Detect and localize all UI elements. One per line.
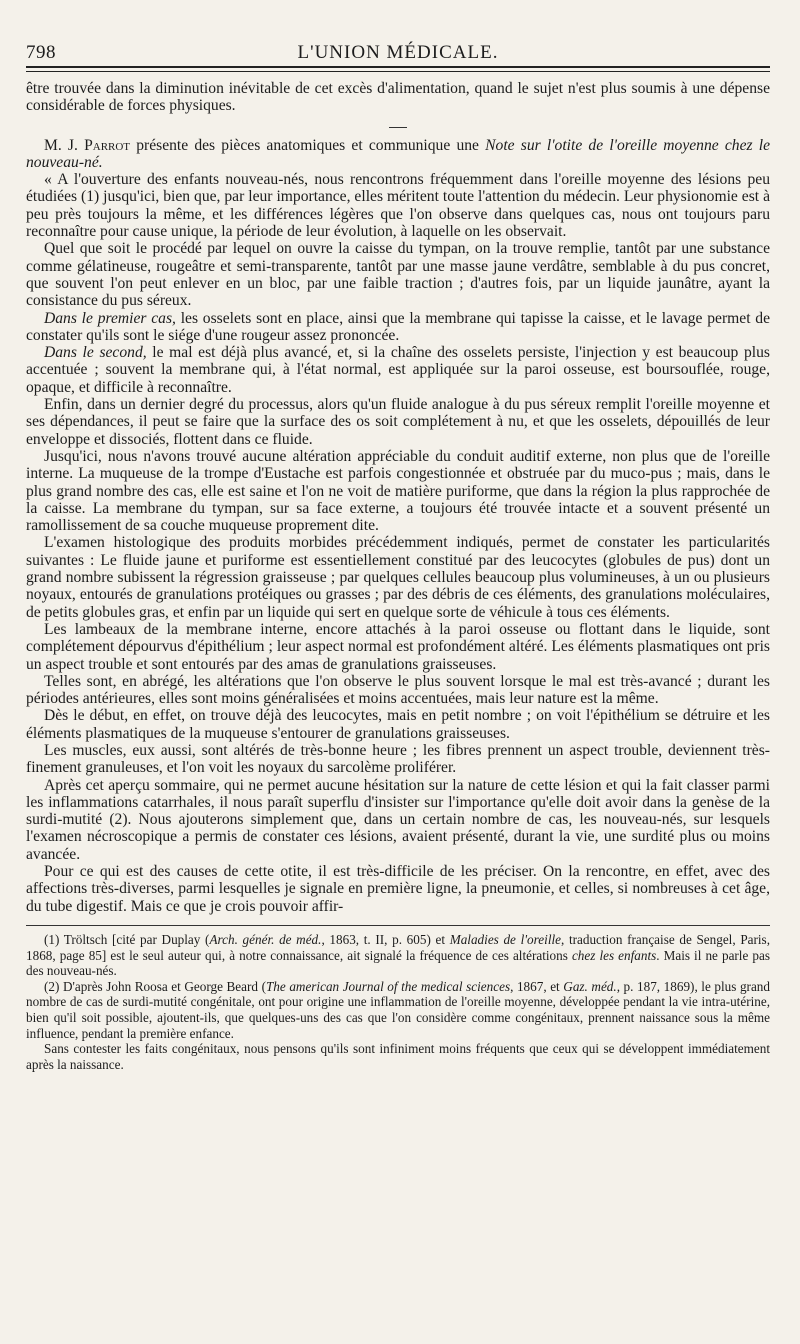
citation-title: Gaz. méd. (563, 978, 617, 994)
note-title: Note sur l'otite de l'oreille moyenne chez le nouveau-né. (26, 136, 771, 171)
citation-title: Arch. génér. de méd. (209, 931, 322, 947)
paragraph: Telles sont, en abrégé, les altérations que l'on observe le plus souvent lorsque le mal est très-avancé ; durant les périodes antérieures, elles sont moins généralisées et moins accentuées, mais leur nature est la même. (26, 672, 770, 708)
paragraph: L'examen histologique des produits morbides précédemment indiqués, permet de constater les particularités suivantes : Le fluide jaune et puriforme est essentiellement constitué par des leucocytes (globules de pus) dont un grand nombre subissent la régression graisseuse ; par quelques cellules beaucoup plus volumineuses, à un ou plusieurs noyaux, entourés de granulations protéiques ou grasses ; par des débris de ces éléments, des granulations moléculaires, de petits globules gras, et enfin par un liquide qui sert en quelque sorte de véhicule à tous ces éléments. (26, 534, 770, 621)
header-rule (26, 71, 770, 72)
paragraph (26, 310, 770, 345)
italic-lead: Dans le premier cas, (44, 309, 176, 327)
paragraph: Pour ce qui est des causes de cette otite, il est très-difficile de les préciser. On la rencontre, en effet, avec des affections très-diverses, parmi lesquelles je signale en première ligne, la pneumonie, et celles, si nombreuses à cet âge, du tube digestif. Mais ce que je crois pouvoir affir- (26, 863, 770, 915)
article-body (26, 80, 770, 915)
footnote-2-continuation: Sans contester les faits congénitaux, nous pensons qu'ils sont infiniment moins fréquents que ceux qui se développent immédiatement après la naissance. (26, 1041, 770, 1072)
citation-title: Maladies de l'oreille (449, 931, 561, 947)
page (26, 38, 770, 1072)
paragraph: Jusqu'ici, nous n'avons trouvé aucune altération appréciable du conduit auditif externe, non plus que de l'oreille interne. La muqueuse de la trompe d'Eustache est parfois congestionnée et obstruée par du muco-pus ; mais, dans le plus grand nombre des cas, elle est saine et l'on ne voit de matière puriforme, que dans la région la plus rapprochée de la caisse. La membrane du tympan, sur sa face externe, a toujours été trouvée intacte et a souvent présenté un ramollissement de sa couche muqueuse proprement dite. (26, 447, 770, 535)
text-run: (1) Tröltsch [cité par Duplay ( (44, 931, 210, 947)
text-run: , 1867, et (510, 978, 564, 994)
author-name: Parrot (84, 136, 131, 154)
text-run: , traduction française de Sengel, Paris, 1868, page 85] est le seul auteur qui, à notre connaissance, ait signalé la fréquence de ces altérations (26, 931, 770, 963)
citation-title: The american Journal of the medical sciences (265, 978, 511, 994)
page-header (26, 38, 770, 68)
paragraph-intro (26, 137, 770, 172)
text-run: , 1863, t. II, p. 605) et (321, 931, 450, 947)
text-run: , p. 187, 1869), le plus grand nombre de cas de surdi-mutité congénitale, ont pour origine une inflammation de l'oreille moyenne, développée pendant la vie intra-utérine, bien qu'il soit possible, ajoutent-ils, que quelques-uns des cas que l'on considère comme congénitaux, prennent naissance sous la même influence, pendant la première enfance. (26, 978, 770, 1041)
paragraph: « A l'ouverture des enfants nouveau-nés, nous rencontrons fréquemment dans l'oreille moyenne des lésions peu étudiées (1) jusqu'ici, bien que, par leur importance, elles méritent toute l'attention du médecin. Leur physionomie est à peu près toujours la même, et les différences légères que l'on observe dans quelques cas, nous ont toujours paru reconnaître pour cause unique, la période de leur évolution, à laquelle on les observait. (26, 171, 770, 241)
footnotes (26, 925, 770, 1072)
paragraph: Les muscles, eux aussi, sont altérés de très-bonne heure ; les fibres prennent un aspect trouble, deviennent très-finement granuleuses, et l'on voit les noyaux du sarcolème proliférer. (26, 741, 770, 777)
paragraph: être trouvée dans la diminution inévitable de cet excès d'alimentation, quand le sujet n'est plus soumis à une dépense considérable de forces physiques. (26, 80, 770, 115)
paragraph (26, 344, 770, 396)
text-run: (2) D'après John Roosa et George Beard ( (44, 978, 266, 994)
paragraph: Les lambeaux de la membrane interne, encore attachés à la paroi osseuse ou flottant dans le liquide, sont complétement dépourvus d'épithélium ; leur aspect normal est profondément altéré. Les éléments plasmatiques ont pris un aspect trouble et sont entourés par des amas de granulations graisseuses. (26, 620, 770, 673)
italic-lead: Dans le second, (44, 344, 147, 362)
paragraph: Dès le début, en effet, on trouve déjà des leucocytes, mais en petit nombre ; on voit l'épithélium se détruire et les éléments plasmatiques de la muqueuse s'entourer de granulations graisseuses. (26, 707, 770, 742)
text-run: présente des pièces anatomiques et communique une (130, 136, 486, 154)
running-title: L'UNION MÉDICALE. (297, 42, 499, 63)
section-separator (389, 127, 407, 128)
footnote-2 (26, 979, 770, 1041)
text-run: le mal est déjà plus avancé, et, si la chaîne des osselets persiste, l'injection y est beaucoup plus accentuée ; souvent la membrane qui, à l'état normal, est appliquée sur la paroi osseuse, est boursouflée, rouge, opaque, et difficile à reconnaître. (26, 344, 770, 396)
text-run: . Mais il ne parle pas des nouveau-nés. (26, 947, 770, 979)
emphasis: chez les enfants (571, 947, 657, 963)
paragraph: Après cet aperçu sommaire, qui ne permet aucune hésitation sur la nature de cette lésion et qui la fait classer parmi les inflammations catarrhales, il nous paraît superflu d'insister sur l'importance qu'elle doit avoir dans la genèse de la surdi-mutité (2). Nous ajouterons simplement que, dans un certain nombre de cas, les nouveau-nés, sur lesquels l'examen nécroscopique a permis de constater ces lésions, avaient présenté, durant la vie, une surdité plus ou moins avancée. (26, 776, 770, 863)
footnote-1 (26, 932, 770, 979)
text-run: les osselets sont en place, ainsi que la membrane qui tapisse la caisse, et le lavage permet de constater qu'ils sont le siége d'une rougeur assez prononcée. (26, 309, 771, 344)
page-number: 798 (26, 42, 56, 63)
text-run: M. J. (44, 136, 85, 154)
paragraph: Quel que soit le procédé par lequel on ouvre la caisse du tympan, on la trouve remplie, tantôt par une substance comme gélatineuse, rougeâtre et semi-transparente, tantôt par une masse jaune verdâtre, semblable à du pus concret, que souvent l'on peut enlever en un bloc, par une faible traction ; d'autres fois, par un liquide jaunâtre, ayant la consistance du pus séreux. (26, 240, 770, 310)
paragraph: Enfin, dans un dernier degré du processus, alors qu'un fluide analogue à du pus séreux remplit l'oreille moyenne et ses dépendances, il peut se faire que la surface des os soit complétement à nu, et que les osselets, dépouillés de leur enveloppe et dissociés, flottent dans ce fluide. (26, 396, 770, 448)
